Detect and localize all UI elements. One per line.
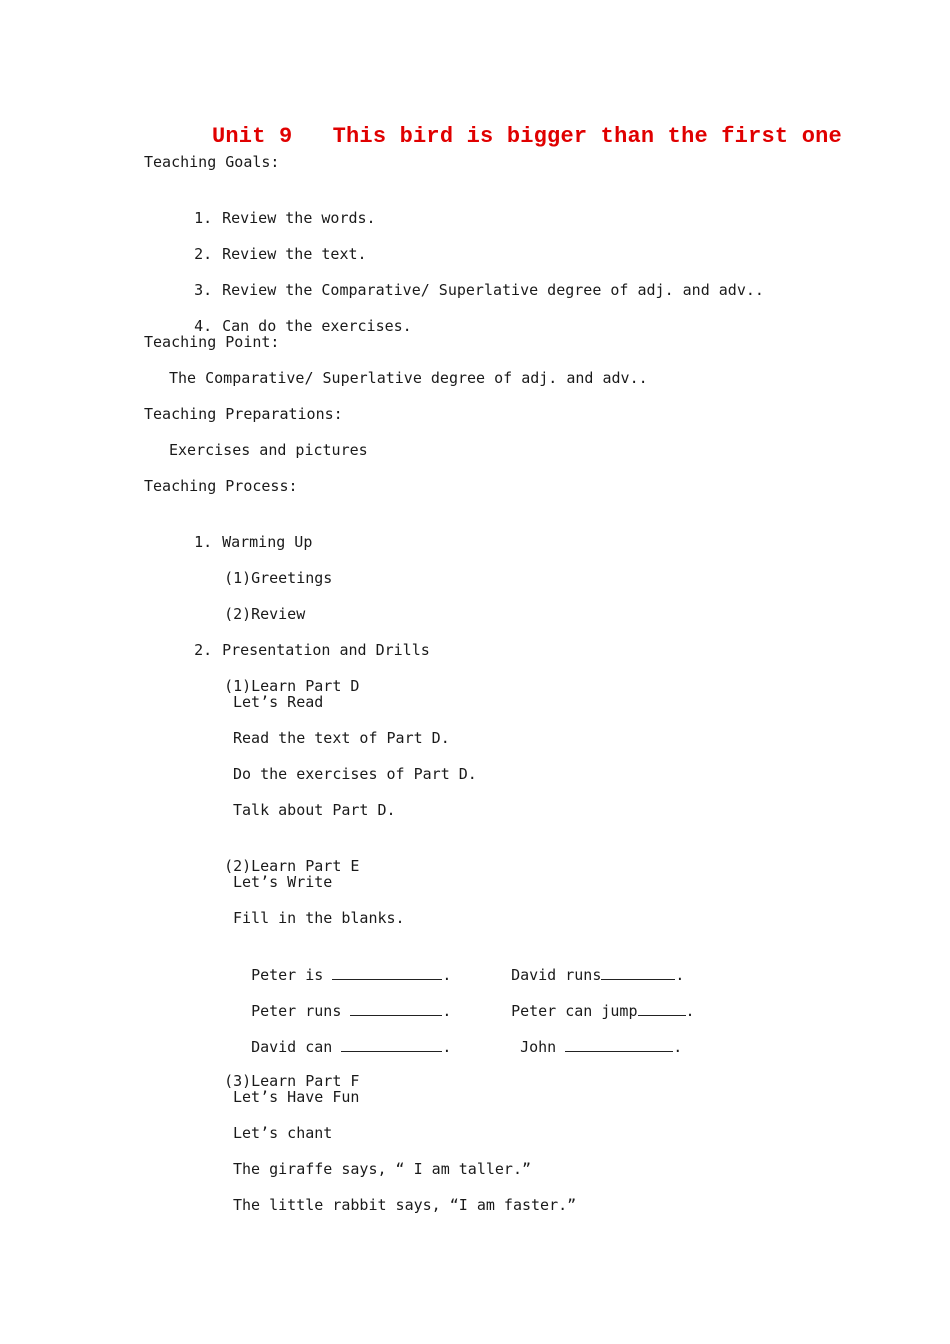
activity-line: Do the exercises of Part D. <box>233 765 477 783</box>
goal-number: 1. <box>194 209 213 227</box>
step-text: Warming Up <box>222 533 313 551</box>
subitem-text: Review <box>251 605 306 623</box>
subitem-number: (3) <box>224 1072 252 1090</box>
blank-end: . <box>675 966 685 984</box>
fill-blank-item <box>233 944 451 985</box>
answer-blank <box>332 964 442 980</box>
preparations-heading: Teaching Preparations: <box>144 405 343 423</box>
blank-end: . <box>685 1002 695 1020</box>
fill-blank-item <box>233 980 451 1021</box>
process-subitem <box>206 836 359 876</box>
process-step <box>176 512 312 552</box>
process-step <box>176 620 430 660</box>
answer-blank <box>565 1036 673 1052</box>
subitem-number: (1) <box>224 677 252 695</box>
goal-number: 3. <box>194 281 213 299</box>
step-number: 1. <box>194 533 213 551</box>
blank-prompt: Peter is <box>251 966 333 984</box>
fill-blank-item <box>493 980 695 1021</box>
activity-line: Read the text of Part D. <box>233 729 450 747</box>
process-subitem <box>206 1051 359 1091</box>
point-heading: Teaching Point: <box>144 333 280 351</box>
point-text: The Comparative/ Superlative degree of adj. and adv.. <box>169 369 648 387</box>
answer-blank <box>638 1000 686 1016</box>
process-subitem <box>206 584 305 624</box>
blank-end: . <box>442 966 452 984</box>
document-title: Unit 9 This bird is bigger than the first one <box>212 124 842 149</box>
goal-item <box>176 260 764 300</box>
activity-line: The giraffe says, “ I am taller.” <box>233 1160 532 1178</box>
goal-number: 4. <box>194 317 213 335</box>
subitem-text: Learn Part F <box>251 1072 360 1090</box>
answer-blank <box>341 1036 442 1052</box>
blank-end: . <box>442 1002 452 1020</box>
goal-item <box>176 188 376 228</box>
answer-blank <box>350 1000 442 1016</box>
activity-line: Talk about Part D. <box>233 801 396 819</box>
activity-line: Fill in the blanks. <box>233 909 405 927</box>
goal-text: Review the words. <box>222 209 376 227</box>
blank-prompt: David runs <box>511 966 602 984</box>
blank-end: . <box>442 1038 452 1056</box>
goal-item <box>176 296 412 336</box>
subitem-number: (2) <box>224 605 252 623</box>
blank-end: . <box>673 1038 683 1056</box>
process-heading: Teaching Process: <box>144 477 298 495</box>
subitem-text: Greetings <box>251 569 333 587</box>
answer-blank <box>601 964 675 980</box>
fill-blank-item <box>493 944 684 985</box>
goal-text: Review the Comparative/ Superlative degree of adj. and adv.. <box>222 281 764 299</box>
activity-line: Let’s Read <box>233 693 324 711</box>
goals-heading: Teaching Goals: <box>144 153 280 171</box>
blank-prompt: John <box>520 1038 566 1056</box>
subitem-text: Learn Part D <box>251 677 360 695</box>
blank-prompt: Peter can jump <box>511 1002 638 1020</box>
goal-text: Can do the exercises. <box>222 317 412 335</box>
activity-line: Let’s chant <box>233 1124 333 1142</box>
activity-line: Let’s Have Fun <box>233 1088 360 1106</box>
subitem-number: (1) <box>224 569 252 587</box>
fill-blank-item <box>502 1016 682 1057</box>
step-number: 2. <box>194 641 213 659</box>
activity-line: The little rabbit says, “I am faster.” <box>233 1196 577 1214</box>
subitem-text: Learn Part E <box>251 857 360 875</box>
blank-prompt: Peter runs <box>251 1002 351 1020</box>
step-text: Presentation and Drills <box>222 641 430 659</box>
blank-prompt: David can <box>251 1038 342 1056</box>
process-subitem <box>206 656 359 696</box>
goal-text: Review the text. <box>222 245 367 263</box>
activity-line: Let’s Write <box>233 873 333 891</box>
goal-number: 2. <box>194 245 213 263</box>
preparations-text: Exercises and pictures <box>169 441 368 459</box>
subitem-number: (2) <box>224 857 252 875</box>
process-subitem <box>206 548 332 588</box>
goal-item <box>176 224 367 264</box>
